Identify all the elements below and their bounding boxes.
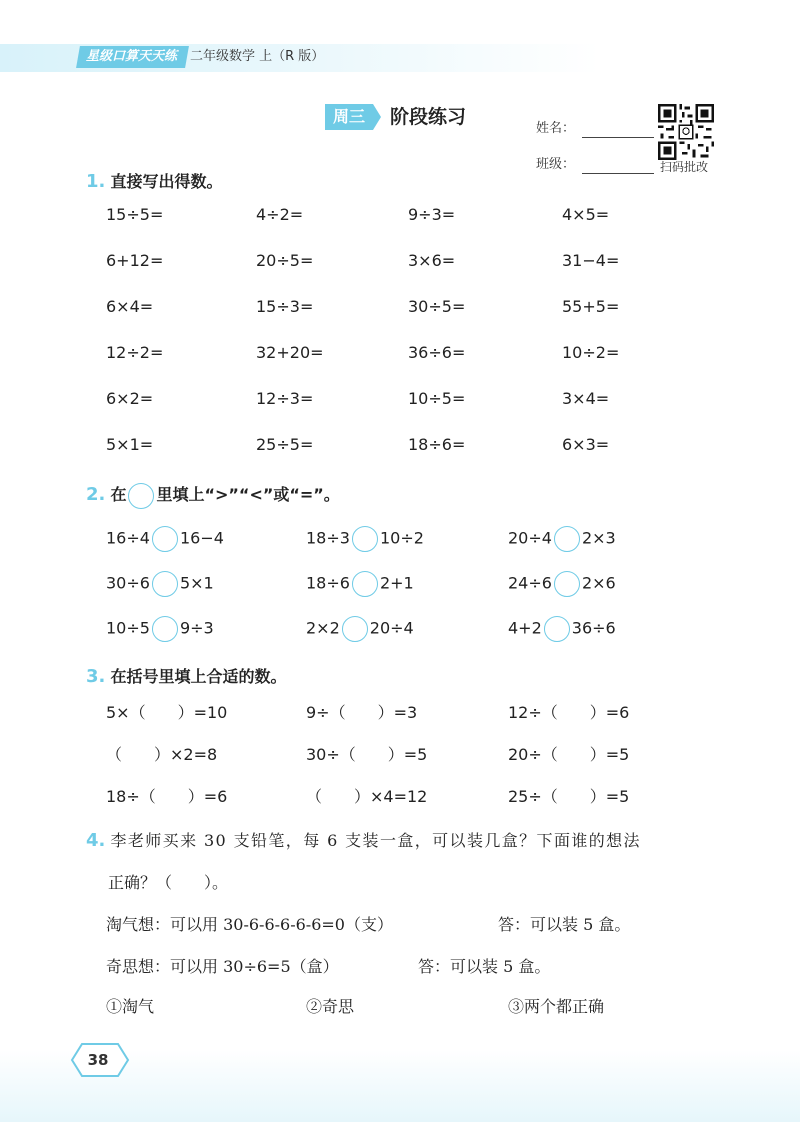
answer-circle[interactable] xyxy=(152,616,178,642)
q2-right-expr: 2+1 xyxy=(379,573,414,593)
q2-right-expr: 5×1 xyxy=(179,573,214,593)
q4-question-line2: 正确？（ ）。 xyxy=(108,873,229,892)
q1-item: 10÷5= xyxy=(408,389,466,408)
q1-item: 20÷5= xyxy=(256,251,314,270)
q2-comparison xyxy=(306,616,414,642)
q3-number: 3. xyxy=(86,666,106,687)
q3-blank-item[interactable]: 25÷（ ）=5 xyxy=(508,787,630,806)
q2-comparison xyxy=(306,526,424,552)
q3-blank-item[interactable]: 12÷（ ）=6 xyxy=(508,703,630,722)
q3-blank-item[interactable]: 30÷（ ）=5 xyxy=(306,745,428,764)
q2-right-expr: 20÷4 xyxy=(369,618,414,638)
q1-item: 32+20= xyxy=(256,343,324,362)
q1-item: 10÷2= xyxy=(562,343,620,362)
q2-comparison xyxy=(508,616,616,642)
q3-blank-item[interactable]: （ ）×4=12 xyxy=(306,787,428,806)
answer-circle[interactable] xyxy=(352,526,378,552)
q2-right-expr: 36÷6 xyxy=(571,618,616,638)
answer-circle[interactable] xyxy=(554,526,580,552)
class-field[interactable] xyxy=(582,172,654,174)
scan-label: 扫码批改 xyxy=(660,160,709,174)
page-number: 38 xyxy=(87,1051,109,1069)
q2-left-expr: 2×2 xyxy=(306,618,340,638)
answer-circle[interactable] xyxy=(342,616,368,642)
q4-option-2[interactable]: ②奇思 xyxy=(306,997,355,1016)
q2-comparison xyxy=(106,526,224,552)
q4-taoqi-thought: 淘气想：可以用 30-6-6-6-6-6=0（支） xyxy=(106,915,393,934)
q2-left-expr: 18÷3 xyxy=(306,528,350,548)
q1-item: 3×6= xyxy=(408,251,456,270)
q1-item: 25÷5= xyxy=(256,435,314,454)
series-tag: 星级口算天天练 xyxy=(76,46,189,68)
answer-circle[interactable] xyxy=(152,571,178,597)
name-field[interactable] xyxy=(582,136,654,138)
q4-taoqi-answer: 答：可以装 5 盒。 xyxy=(498,915,631,934)
q1-item: 6×4= xyxy=(106,297,154,316)
q3-blank-item[interactable]: （ ）×2=8 xyxy=(106,745,218,764)
q2-instruction-pre: 在 xyxy=(110,485,127,504)
q2-heading xyxy=(86,482,340,509)
q2-instruction-post: 里填上“>”“<”或“=”。 xyxy=(156,485,340,504)
q2-right-expr: 10÷2 xyxy=(379,528,424,548)
q1-item: 30÷5= xyxy=(408,297,466,316)
q3-heading xyxy=(86,664,286,687)
q1-item: 6×2= xyxy=(106,389,154,408)
q2-left-expr: 10÷5 xyxy=(106,618,150,638)
q4-qisi-thought: 奇思想：可以用 30÷6=5（盒） xyxy=(106,957,339,976)
name-label: 姓名： xyxy=(536,121,576,136)
q2-right-expr: 2×6 xyxy=(581,573,616,593)
q4-number: 4. xyxy=(86,830,106,851)
q2-comparison xyxy=(106,616,214,642)
q1-item: 6+12= xyxy=(106,251,164,270)
q1-heading xyxy=(86,169,222,192)
q2-left-expr: 30÷6 xyxy=(106,573,150,593)
q3-instruction: 在括号里填上合适的数。 xyxy=(110,667,287,686)
q4-qisi-answer: 答：可以装 5 盒。 xyxy=(418,957,551,976)
q2-comparison xyxy=(306,571,414,597)
q2-comparison xyxy=(508,526,616,552)
q2-left-expr: 24÷6 xyxy=(508,573,552,593)
q2-right-expr: 2×3 xyxy=(581,528,616,548)
q1-item: 6×3= xyxy=(562,435,610,454)
q1-instruction: 直接写出得数。 xyxy=(110,172,223,191)
q2-comparison xyxy=(106,571,214,597)
q1-item: 4÷2= xyxy=(256,205,304,224)
q3-blank-item[interactable]: 20÷（ ）=5 xyxy=(508,745,630,764)
q4-question-line1: 李老师买来 30 支铅笔，每 6 支装一盒，可以装几盒？下面谁的想法 xyxy=(110,831,641,850)
q1-item: 12÷3= xyxy=(256,389,314,408)
q2-left-expr: 18÷6 xyxy=(306,573,350,593)
q1-item: 9÷3= xyxy=(408,205,456,224)
q2-comparison xyxy=(508,571,616,597)
answer-circle[interactable] xyxy=(152,526,178,552)
answer-circle[interactable] xyxy=(554,571,580,597)
q2-right-expr: 16−4 xyxy=(179,528,224,548)
q1-item: 3×4= xyxy=(562,389,610,408)
q1-item: 36÷6= xyxy=(408,343,466,362)
q1-item: 55+5= xyxy=(562,297,620,316)
q1-item: 12÷2= xyxy=(106,343,164,362)
page-title: 阶段练习 xyxy=(390,106,467,128)
q1-item: 4×5= xyxy=(562,205,610,224)
q1-item: 15÷5= xyxy=(106,205,164,224)
q1-item: 31−4= xyxy=(562,251,620,270)
q2-left-expr: 20÷4 xyxy=(508,528,552,548)
answer-circle[interactable] xyxy=(352,571,378,597)
q3-blank-item[interactable]: 9÷（ ）=3 xyxy=(306,703,418,722)
q2-left-expr: 16÷4 xyxy=(106,528,150,548)
q2-right-expr: 9÷3 xyxy=(179,618,214,638)
circle-sample-icon xyxy=(128,483,154,509)
q1-item: 18÷6= xyxy=(408,435,466,454)
q4-option-3[interactable]: ③两个都正确 xyxy=(508,997,605,1016)
book-title: 二年级数学 上（R 版） xyxy=(190,49,325,64)
q2-number: 2. xyxy=(86,484,106,505)
q1-item: 15÷3= xyxy=(256,297,314,316)
q4-heading xyxy=(86,828,641,851)
week-badge: 周三 xyxy=(325,104,373,130)
answer-circle[interactable] xyxy=(544,616,570,642)
qr-code-icon[interactable] xyxy=(658,104,714,160)
q1-number: 1. xyxy=(86,171,106,192)
q3-blank-item[interactable]: 18÷（ ）=6 xyxy=(106,787,228,806)
class-label: 班级： xyxy=(536,157,576,172)
q1-item: 5×1= xyxy=(106,435,154,454)
q4-option-1[interactable]: ①淘气 xyxy=(106,997,155,1016)
q2-left-expr: 4+2 xyxy=(508,618,542,638)
q3-blank-item[interactable]: 5×（ ）=10 xyxy=(106,703,228,722)
